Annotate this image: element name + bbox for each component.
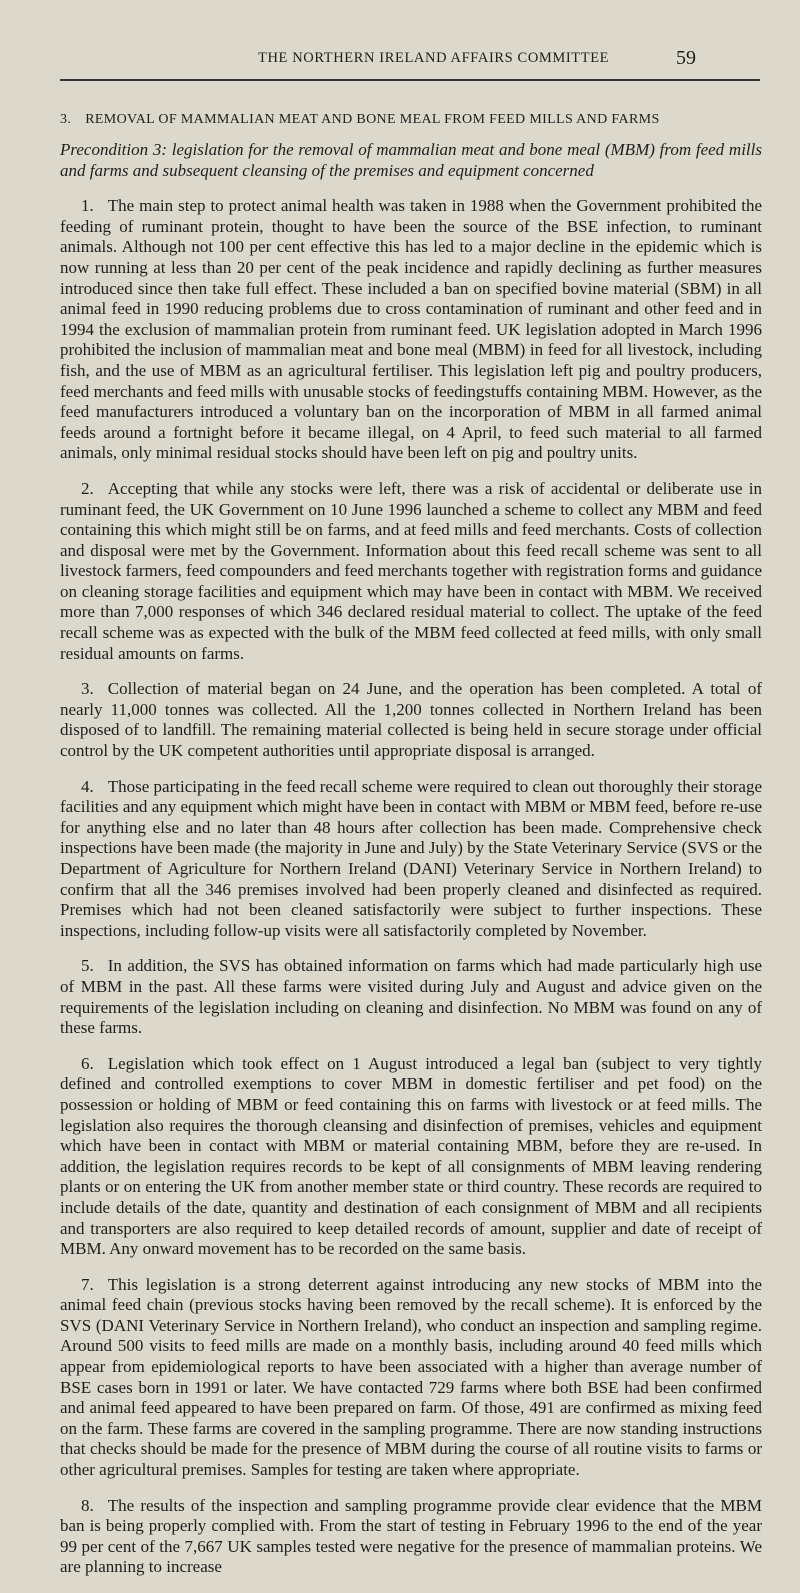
paragraph-number: 4.: [81, 776, 94, 796]
paragraph: [60, 956, 762, 1038]
paragraph: [60, 1054, 762, 1260]
paragraph-text: This legislation is a strong deterrent against introducing any new stocks of MBM into the animal feed chain (previous stocks having been removed by the recall scheme). It is enforced by the SVS (DANI Veterinary Service in Northern Ireland), who conduct an inspection and sampling regime. Around 500 visits to feed mills are made on a monthly basis, including around 40 feed mills which appear from epidemiological reports to have been associated with a higher than average number of BSE cases born in 1991 or later. We have contacted 729 farms where both BSE had been confirmed and animal feed appeared to have been prepared on farm. Of those, 491 are confirmed as mixing feed on the farm. These farms are covered in the sampling programme. There are now standing instructions that checks should be made for the presence of MBM during the course of all routine visits to farms or other agricultural premises. Samples for testing are taken where appropriate.: [60, 1274, 762, 1480]
section-number: 3.: [60, 112, 72, 127]
section-heading: [60, 112, 762, 128]
section-title: REMOVAL OF MAMMALIAN MEAT AND BONE MEAL FROM FEED MILLS AND FARMS: [85, 112, 660, 127]
paragraph-text: Those participating in the feed recall scheme were required to clean out thoroughly their storage facilities and any equipment which might have been in contact with MBM or MBM feed, before re-use for anything else and no later than 48 hours after collection has been made. Comprehensive check inspections have been made (the majority in June and July) by the State Veterinary Service (SVS or the Department of Agriculture for Northern Ireland (DANI) Veterinary Service in Northern Ireland) to confirm that all the 346 premises involved had been properly cleaned and disinfected as required. Premises which had not been cleaned satisfactorily were subject to further inspections. These inspections, including follow-up visits were all satisfactorily completed by November.: [60, 776, 762, 940]
running-title: THE NORTHERN IRELAND AFFAIRS COMMITTEE: [258, 50, 610, 66]
paragraph-text: Legislation which took effect on 1 August introduced a legal ban (subject to very tightly defined and controlled exemptions to cover MBM in domestic fertiliser and pet food) on the possession or holding of MBM or feed containing this on farms with livestock or at feed mills. The legislation also requires the thorough cleansing and disinfection of premises, vehicles and equipment which have been in contact with MBM or material containing MBM, before they are re-used. In addition, the legislation requires records to be kept of all consignments of MBM leaving rendering plants or on entering the UK from another member state or third country. These records are required to include details of the date, quantity and destination of each consignment of MBM and all recipients and transporters are also required to keep detailed records of amount, supplier and date of receipt of MBM. Any onward movement has to be recorded on the same basis.: [60, 1053, 762, 1259]
paragraph-number: 7.: [81, 1274, 94, 1294]
precondition-statement: Precondition 3: legislation for the removal of mammalian meat and bone meal (MBM) from feed mills and farms and subsequent cleansing of the premises and equipment concerned: [60, 140, 762, 180]
page-number: 59: [676, 47, 696, 69]
paragraph-number: 6.: [81, 1053, 94, 1073]
paragraph-text: Accepting that while any stocks were left, there was a risk of accidental or deliberate use in ruminant feed, the UK Government on 10 June 1996 launched a scheme to collect any MBM and feed containing this which might still be on farms, and at feed mills and feed merchants. Costs of collection and disposal were met by the Government. Information about this feed recall scheme was sent to all livestock farmers, feed compounders and feed merchants together with registration forms and guidance on cleaning storage facilities and equipment which may have been in contact with MBM. We received more than 7,000 responses of which 346 declared residual material to collect. The uptake of the feed recall scheme was as expected with the bulk of the MBM feed collected at feed mills, with only small residual amounts on farms.: [60, 478, 762, 663]
paragraph: [60, 679, 762, 761]
paragraph: [60, 1275, 762, 1481]
paragraph-text: The main step to protect animal health was taken in 1988 when the Government prohibited the feeding of ruminant protein, thought to have been the source of the BSE infection, to ruminant animals. Although not 100 per cent effective this has led to a major decline in the epidemic which is now running at less than 20 per cent of the peak incidence and rapidly declining as further measures introduced since then take full effect. These included a ban on specified bovine material (SBM) in all animal feed in 1990 reducing problems due to cross contamination of ruminant and other feed and in 1994 the exclusion of mammalian protein from ruminant feed. UK legislation adopted in March 1996 prohibited the inclusion of mammalian meat and bone meal (MBM) in feed for all livestock, including fish, and the use of MBM as an agricultural fertiliser. This legislation left pig and poultry producers, feed merchants and feed mills with unusable stocks of feedingstuffs containing MBM. However, as the feed manufacturers introduced a voluntary ban on the incorporation of MBM in all farmed animal feeds around a fortnight before it became illegal, on 4 April, to feed such material to all farmed animals, only minimal residual stocks should have been left on pig and poultry units.: [60, 196, 762, 463]
paragraph-number: 1.: [81, 196, 94, 216]
paragraph-number: 8.: [81, 1495, 94, 1515]
paragraph: [60, 196, 762, 464]
paragraph-text: In addition, the SVS has obtained information on farms which had made particularly high use of MBM in the past. All these farms were visited during July and August and advice given on the requirements of the legislation including on cleaning and disinfection. No MBM was found on any of these farms.: [60, 956, 762, 1038]
paragraph-text: Collection of material began on 24 June, and the operation has been completed. A total of nearly 11,000 tonnes was collected. All the 1,200 tonnes collected in Northern Ireland has been disposed of to landfill. The remaining material collected is being held in secure storage under official control by the UK competent authorities until appropriate disposal is arranged.: [60, 679, 762, 761]
header-rule: [60, 79, 760, 81]
paragraph: [60, 777, 762, 942]
running-header: [0, 47, 800, 74]
paragraph: [60, 1496, 762, 1578]
paragraph: [60, 479, 762, 664]
paragraph-number: 5.: [81, 956, 94, 976]
paragraph-number: 3.: [81, 679, 94, 699]
paragraph-number: 2.: [81, 478, 94, 498]
paragraph-text: The results of the inspection and sampling programme provide clear evidence that the MBM ban is being properly complied with. From the start of testing in February 1996 to the end of the year 99 per cent of the 7,667 UK samples tested were negative for the presence of mammalian proteins. We are planning to increase: [60, 1495, 762, 1577]
body-text: [60, 112, 762, 1593]
